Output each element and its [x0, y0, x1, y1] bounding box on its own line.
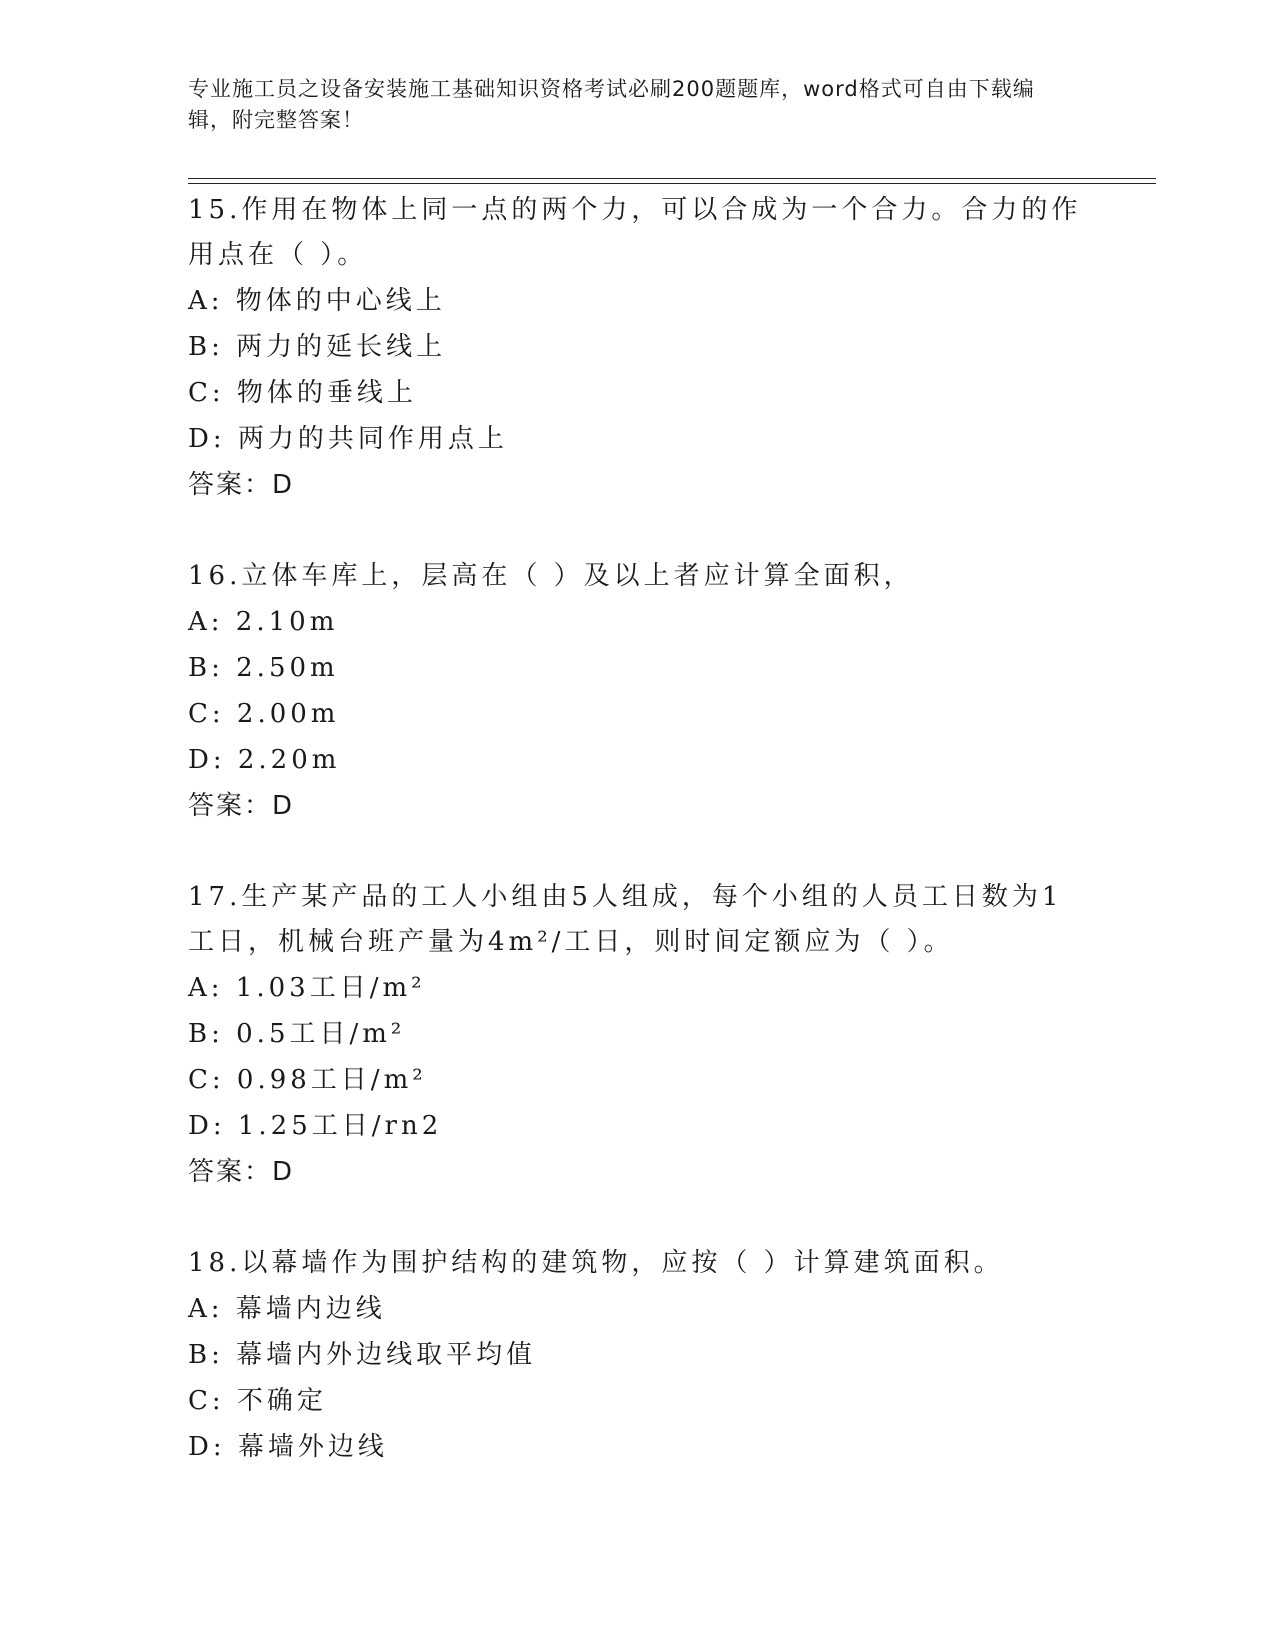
option-b: B: 两力的延长线上 — [188, 332, 447, 362]
question-17 — [188, 875, 1088, 1195]
question-18 — [188, 1241, 1088, 1470]
option-c: C: 物体的垂线上 — [188, 378, 417, 408]
option-a: A: 幕墙内边线 — [188, 1294, 386, 1324]
option-c: C: 2.00m — [188, 699, 340, 729]
option-a: A: 1.03工日/m² — [188, 973, 426, 1003]
question-16 — [188, 554, 1088, 829]
document-header: 专业施工员之设备安装施工基础知识资格考试必刷200题题库，word格式可自由下载编辑，附完整答案！ — [188, 77, 1035, 132]
answer: 答案：D — [188, 470, 295, 500]
question-text: 16.立体车库上，层高在（ ）及以上者应计算全面积， — [188, 561, 914, 591]
option-d: D: 两力的共同作用点上 — [188, 424, 508, 454]
option-d: D: 幕墙外边线 — [188, 1432, 388, 1462]
question-text: 17.生产某产品的工人小组由5人组成，每个小组的人员工日数为1工日，机械台班产量为4m²/工日，则时间定额应为（ ）。 — [188, 882, 1063, 957]
question-15 — [188, 188, 1088, 508]
option-b: B: 0.5工日/m² — [188, 1019, 406, 1049]
question-list — [188, 188, 1088, 1516]
option-b: B: 幕墙内外边线取平均值 — [188, 1340, 537, 1370]
option-a: A: 2.10m — [188, 607, 339, 637]
option-b: B: 2.50m — [188, 653, 339, 683]
answer: 答案：D — [188, 1157, 295, 1187]
option-d: D: 2.20m — [188, 745, 341, 775]
option-d: D: 1.25工日/rn2 — [188, 1111, 443, 1141]
option-c: C: 不确定 — [188, 1386, 327, 1416]
header-rule-bottom — [188, 183, 1156, 184]
header-rule-top — [188, 178, 1156, 179]
question-text: 18.以幕墙作为围护结构的建筑物，应按（ ）计算建筑面积。 — [188, 1248, 1004, 1278]
option-a: A: 物体的中心线上 — [188, 286, 446, 316]
answer: 答案：D — [188, 791, 295, 821]
option-c: C: 0.98工日/m² — [188, 1065, 427, 1095]
question-text: 15.作用在物体上同一点的两个力，可以合成为一个合力。合力的作用点在（ ）。 — [188, 195, 1082, 270]
